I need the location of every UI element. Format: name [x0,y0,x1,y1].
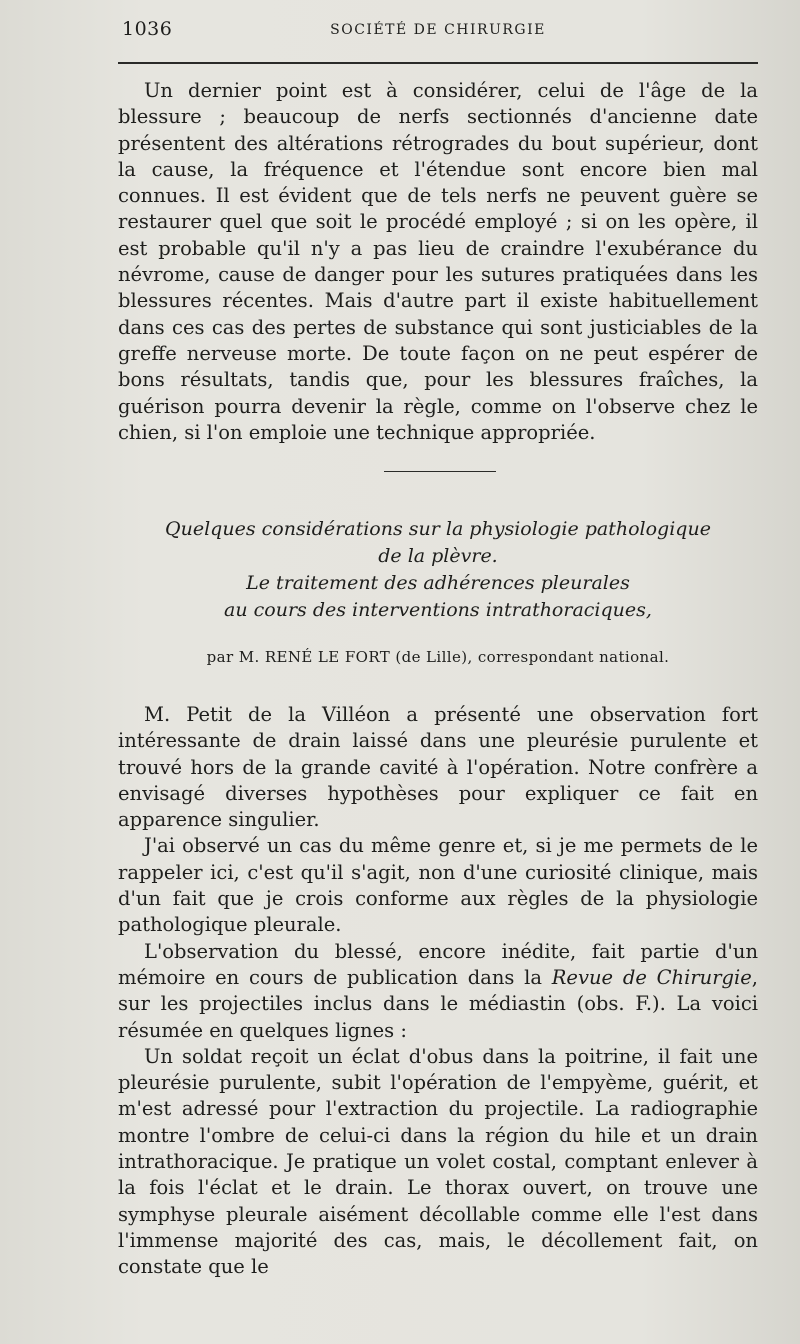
header-rule [118,62,758,64]
paragraph-nerve-injury-age: Un dernier point est à considérer, celui de l'âge de la blessure ; beaucoup de nerfs sectionnés d'ancienne date présentent des altérations rétrogrades du bout supérieur, dont la cause, la fréquence et l'étendue sont encore bien mal connues. Il est évident que de tels nerfs ne peuvent guère se restaurer quel que soit le procédé employé ; si on les opère, il est probable qu'il n'y a pas lieu de craindre l'exubérance du névrome, cause de danger pour les sutures pratiquées dans les blessures récentes. Mais d'autre part il existe habituellement dans ces cas des pertes de substance qui sont justiciables de la greffe nerveuse morte. De toute façon on ne peut espérer de bons résultats, tandis que, pour les blessures fraîches, la guérison pourra devenir la règle, comme on l'observe chez le chien, si l'on emploie une technique appropriée. [118,79,758,444]
article-byline: par M. RENÉ LE FORT (de Lille), correspondant national. [206,648,670,666]
page-number: 1036 [122,18,173,40]
paragraph-similar-case: J'ai observé un cas du même genre et, si je me permets de le rappeler ici, c'est qu'il s'agit, non d'une curiosité clinique, mais d'un fait que je crois conforme aux règles de la physiologie pathologique pleurale. [118,834,758,937]
article-title-line: Le traitement des adhérences pleurales [246,572,630,594]
article-body [118,702,758,1281]
article-title-line: de la plèvre. [378,545,498,567]
paragraph-petit-villeon: M. Petit de la Villéon a présenté une observation fort intéressante de drain laissé dans une pleurésie purulente et trouvé hors de la grande cavité à l'opération. Notre confrère a envisagé diverses hypothèses pour expliquer ce fait en apparence singulier. [118,703,758,832]
observation-text-end: , sur les projectiles inclus dans le médiastin (obs. F.). La voici résumée en quelques lignes : [118,965,758,1042]
paragraph-observation [118,939,758,1044]
running-head: SOCIÉTÉ DE CHIRURGIE [330,22,546,38]
article-title-line: au cours des interventions intrathoraciques, [224,599,652,621]
journal-title: Revue de Chirurgie [551,965,752,989]
paragraph-soldier-case: Un soldat reçoit un éclat d'obus dans la poitrine, il fait une pleurésie purulente, subit l'opération de l'empyème, guérit, et m'est adressé pour l'extraction du projectile. La radiographie montre l'ombre de celui-ci dans la région du hile et un drain intrathoracique. Je pratique un volet costal, comptant enlever à la fois l'éclat et le drain. Le thorax ouvert, on trouve une symphyse pleurale aisément décollable comme elle l'est dans l'immense majorité des cas, mais, le décollement fait, on constate que le [118,1044,758,1279]
page-header [118,12,758,52]
article-title [118,516,758,624]
article-title-line: Quelques considérations sur la physiologie pathologique [165,518,711,540]
continued-text [118,78,758,446]
section-divider [384,471,496,472]
observation-text-start: L'observation du blessé, encore inédite, fait partie d'un mémoire en cours de publication dans la [118,939,758,989]
